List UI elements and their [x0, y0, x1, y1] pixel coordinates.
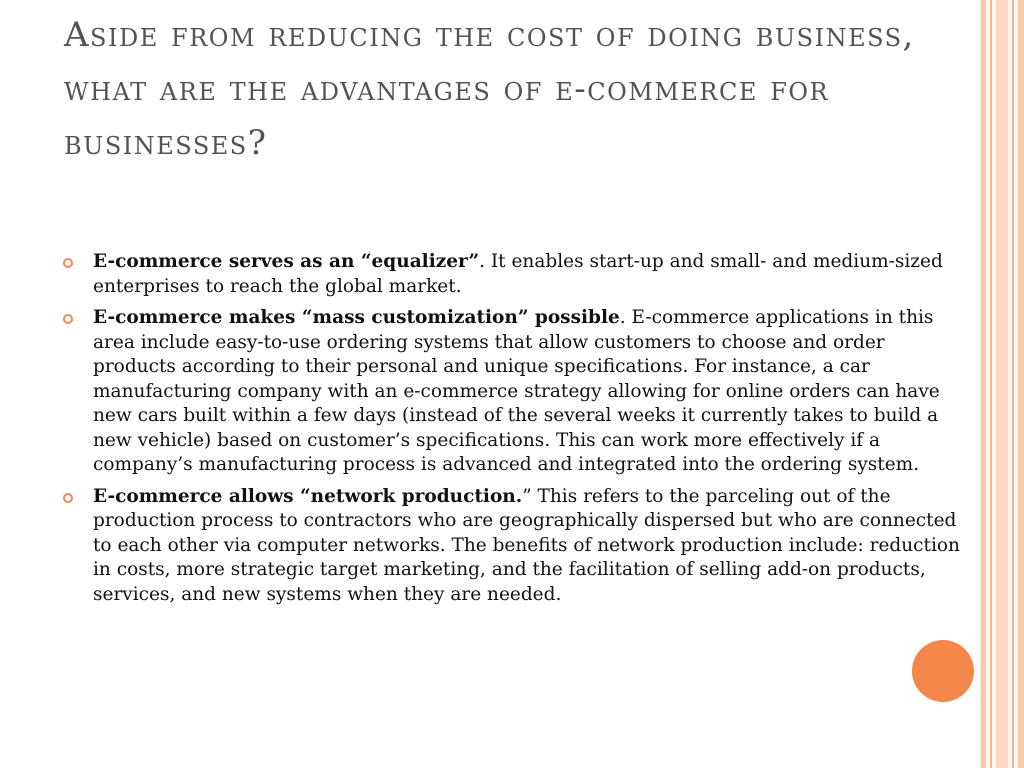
bullet-text — [93, 251, 943, 297]
border-stripe — [1012, 0, 1014, 768]
decorative-circle — [912, 640, 974, 702]
border-stripe — [990, 0, 992, 768]
bullet-circle-icon — [63, 314, 73, 324]
bullet-item — [62, 306, 964, 478]
border-stripe — [981, 0, 986, 768]
bullet-heading: E-commerce serves as an “equalizer” — [93, 251, 480, 272]
bullet-heading: E-commerce makes “mass customization” possible — [93, 307, 620, 328]
bullet-heading: E-commerce allows “network production. — [93, 485, 523, 507]
bullet-body: . It enables start-up and small- and medium-sized enterprises to reach the global market. — [93, 251, 943, 297]
bullet-circle-icon — [63, 258, 73, 268]
bullet-text — [93, 307, 940, 475]
bullet-list — [62, 250, 964, 614]
border-stripe — [1018, 0, 1024, 768]
bullet-item — [62, 485, 964, 608]
slide-title: Aside from reducing the cost of doing business, what are the advantages of e-commerce for businesses? — [64, 15, 915, 163]
bullet-text — [93, 486, 960, 605]
bullet-circle-icon — [63, 493, 73, 503]
bullet-body: ” This refers to the parceling out of the production process to contractors who are geographically dispersed but who are connected to each other via computer networks. The benefits of network production include: reduction in costs, more strategic target marketing, and the facilitation of selling add-on products, services, and new systems when they are needed. — [93, 485, 960, 605]
border-stripe — [996, 0, 1008, 768]
bullet-body: . E-commerce applications in this area include easy-to-use ordering systems that allow customers to choose and order products according to their personal and unique specifications. For instance, a car manufacturing company with an e-commerce strategy allowing for online orders can have new cars built within a few days (instead of the several weeks it currently takes to build a new vehicle) based on customer’s specifications. This can work more effectively if a company’s manufacturing process is advanced and integrated into the ordering system. — [93, 307, 940, 475]
bullet-item — [62, 250, 964, 299]
